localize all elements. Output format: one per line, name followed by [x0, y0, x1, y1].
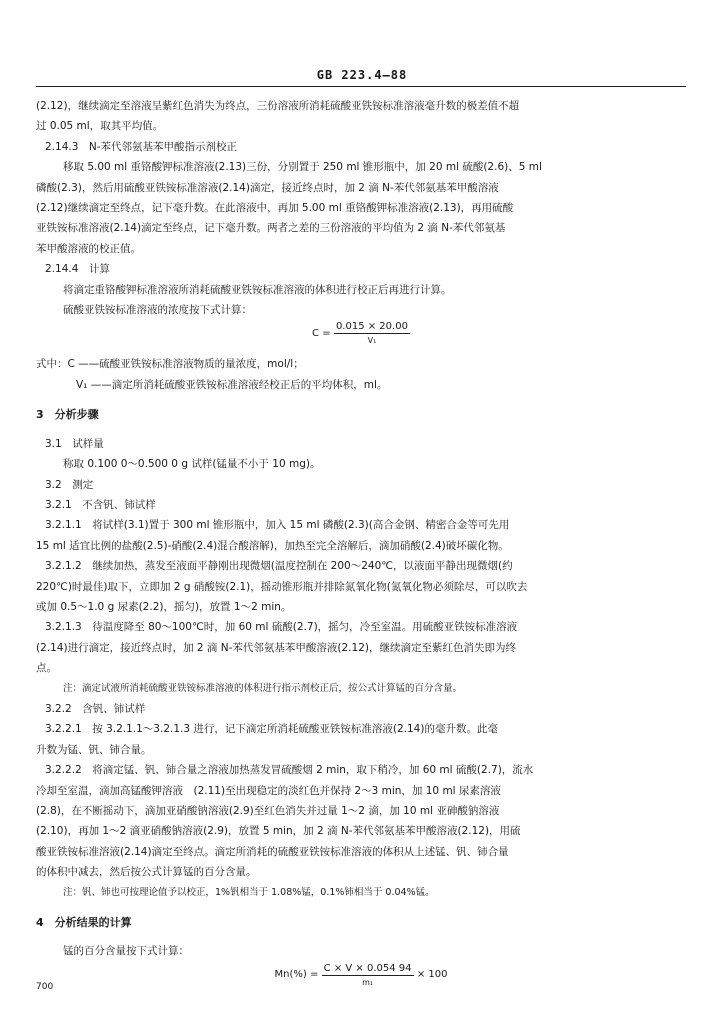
text-line: 磷酸(2.3)，然后用硫酸亚铁铵标准溶液(2.14)滴定，接近终点时，加 2 滴 N-苯代邻氨基苯甲酸溶液 [36, 181, 499, 194]
text-line: (2.12)继续滴定至终点，记下毫升数。在此溶液中，再加 5.00 ml 重铬酸钾标准溶液(2.13)，再用硫酸 [36, 202, 514, 215]
text-line: 的体积中减去，然后按公式计算锰的百分含量。 [36, 866, 257, 879]
formula-fraction [334, 320, 410, 347]
note-text: 注：滴定试液所消耗硫酸亚铁铵标准溶液的体积进行指示剂校正后，按公式计算锰的百分含量。 [63, 682, 463, 694]
section-heading: 4 分析结果的计算 [36, 916, 132, 930]
text-line: 硫酸亚铁铵标准溶液的浓度按下式计算： [63, 304, 252, 317]
text-line: 移取 5.00 ml 重铬酸钾标准溶液(2.13)三份，分别置于 250 ml 锥形瓶中，加 20 ml 硫酸(2.6)、5 ml [63, 161, 542, 174]
subsection-heading: 3.2.1 不含钒、铈试样 [45, 498, 156, 511]
variable-definition: 式中：C ——硫酸亚铁铵标准溶液物质的量浓度，mol/l； [36, 358, 304, 371]
header-rule [36, 86, 686, 87]
formula-fraction [322, 962, 414, 989]
formula-lhs: Mn(%) = [274, 969, 319, 981]
document-body [36, 96, 686, 996]
note-text: 注：钒、铈也可按理论值予以校正，1%钒相当于 1.08%锰，0.1%铈相当于 0.04%锰。 [63, 886, 435, 898]
formula-lhs: C = [312, 327, 331, 339]
section-heading: 3 分析步骤 [36, 408, 99, 422]
standard-code-header: GB 223.4—88 [316, 68, 408, 82]
text-line: 3.2.1.2 继续加热，蒸发至液面平静刚出现微烟(温度控制在 200～240℃，以液面平静出现微烟(约 [45, 560, 513, 573]
formula-numerator: C × V × 0.054 94 [323, 962, 412, 974]
text-line: 3.2.1.1 将试样(3.1)置于 300 ml 锥形瓶中，加入 15 ml 磷酸(2.3)(高合金钢、精密合金等可先用 [45, 519, 510, 532]
text-line: 冷却至室温，滴加高锰酸钾溶液 (2.11)至出现稳定的淡红色并保持 2～3 min，加 10 ml 尿素溶液 [36, 784, 501, 797]
text-line: 15 ml 适宜比例的盐酸(2.5)-硝酸(2.4)混合酸溶解)，加热至完全溶解后，滴加硝酸(2.4)破坏碳化物。 [36, 539, 509, 552]
text-line: 酸亚铁铵标准溶液(2.14)滴定至终点。滴定所消耗的硫酸亚铁铵标准溶液的体积从上述锰、钒、铈合量 [36, 845, 509, 858]
subsection-heading: 2.14.3 N-苯代邻氨基苯甲酸指示剂校正 [45, 140, 238, 153]
formula-rhs: × 100 [416, 969, 448, 981]
text-line: 过 0.05 ml，取其平均值。 [36, 120, 164, 133]
manganese-formula [36, 962, 686, 996]
text-line: 220℃)时最佳)取下，立即加 2 g 硝酸铵(2.1)，摇动锥形瓶并排除氮氧化物(氮氧化物必须除尽，可以吹去 [36, 580, 528, 593]
text-line: 或加 0.5～1.0 g 尿素(2.2)，摇匀)，放置 1～2 min。 [36, 600, 292, 613]
subsection-heading: 3.1 试样量 [45, 437, 104, 450]
subsection-heading: 3.2 测定 [45, 478, 94, 491]
formula-numerator: 0.015 × 20.00 [335, 321, 408, 333]
text-line: 将滴定重铬酸钾标准溶液所消耗硫酸亚铁铵标准溶液的体积进行校正后再进行计算。 [63, 283, 452, 296]
formula-denominator: V₁ [367, 336, 377, 346]
text-line: 3.2.2.2 将滴定锰、钒、铈合量之溶液加热蒸发冒硫酸烟 2 min，取下稍冷，加 60 ml 硫酸(2.7)，流水 [45, 764, 534, 777]
text-line: 苯甲酸溶液的校正值。 [36, 242, 141, 255]
subsection-heading: 3.2.2 含钒、铈试样 [45, 702, 146, 715]
subsection-heading: 2.14.4 计算 [45, 263, 110, 276]
text-line: (2.10)，再加 1～2 滴亚硝酸钠溶液(2.9)，放置 5 min，加 2 滴 N-苯代邻氨基苯甲酸溶液(2.12)，用硫 [36, 825, 521, 838]
text-line: (2.12)，继续滴定至溶液呈紫红色消失为终点，三份溶液所消耗硫酸亚铁铵标准溶液毫升数的极差值不超 [36, 100, 520, 112]
text-line: 锰的百分含量按下式计算： [63, 945, 189, 958]
text-line: 亚铁铵标准溶液(2.14)滴定至终点，记下毫升数。两者之差的三份溶液的平均值为 2 滴 N-苯代邻氨基 [36, 222, 506, 235]
text-line: 称取 0.100 0～0.500 0 g 试样(锰量不小于 10 mg)。 [63, 458, 321, 471]
variable-definition: V₁ ——滴定所消耗硫酸亚铁铵标准溶液经校正后的平均体积，ml。 [76, 378, 388, 391]
page-number: 700 [36, 982, 54, 992]
text-line: 升数为锰、钒、铈合量。 [36, 743, 152, 756]
text-line: 点。 [36, 662, 57, 675]
text-line: 3.2.1.3 待温度降至 80～100℃时，加 60 ml 硫酸(2.7)，摇匀，冷至室温。用硫酸亚铁铵标准溶液 [45, 621, 518, 634]
formula-denominator: m₁ [362, 977, 374, 987]
text-line: 3.2.2.1 按 3.2.1.1～3.2.1.3 进行，记下滴定所消耗硫酸亚铁铵标准溶液(2.14)的毫升数。此毫 [45, 723, 498, 736]
concentration-formula [36, 320, 686, 354]
text-line: (2.14)进行滴定，接近终点时，加 2 滴 N-苯代邻氨基苯甲酸溶液(2.12)，继续滴定至紫红色消失即为终 [36, 641, 516, 654]
text-line: (2.8)，在不断摇动下，滴加亚硝酸钠溶液(2.9)至红色消失并过量 1～2 滴，加 10 ml 亚砷酸钠溶液 [36, 805, 500, 817]
